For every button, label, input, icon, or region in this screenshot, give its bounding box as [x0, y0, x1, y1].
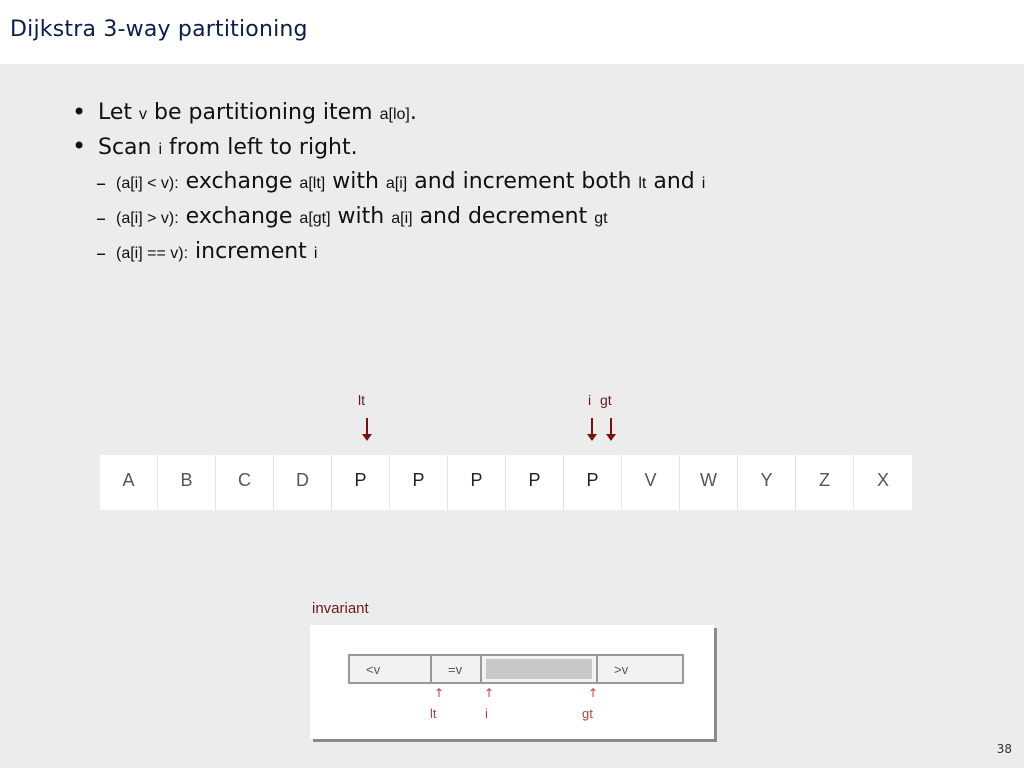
invariant-gt-arrow: ↑: [588, 686, 599, 700]
slide-title: Dijkstra 3-way partitioning: [10, 17, 308, 42]
invariant-seg-less: <v: [350, 656, 432, 682]
array-cell: P: [390, 455, 448, 510]
dash-marker: –: [96, 171, 106, 195]
invariant-seg-equal: =v: [432, 656, 482, 682]
invariant-lt-label: lt: [430, 706, 437, 721]
array: [100, 455, 912, 510]
pointer-i-label: i: [588, 392, 592, 408]
pointer-gt-label: gt: [600, 392, 612, 408]
array-cell: W: [680, 455, 738, 510]
array-cell: V: [622, 455, 680, 510]
array-cell: X: [876, 470, 889, 490]
bullet-2: Scan i from left to right.: [98, 135, 358, 160]
invariant-gt-label: gt: [582, 706, 593, 721]
array-cell: Y: [738, 455, 796, 510]
dash-marker: –: [96, 206, 106, 230]
bullet-dot: •: [72, 132, 87, 160]
bullet-dot: •: [72, 98, 87, 126]
array-cell: P: [332, 455, 390, 510]
array-cell: P: [564, 455, 622, 510]
bullet-1: Let v be partitioning item a[lo].: [98, 100, 417, 125]
pointer-lt-arrow: [366, 418, 368, 435]
invariant-seg-greater: >v: [614, 661, 629, 677]
array-cell: D: [274, 455, 332, 510]
array-cell: P: [448, 455, 506, 510]
invariant-bar: [348, 654, 684, 684]
invariant-i-arrow: ↑: [484, 686, 495, 700]
array-cell: A: [100, 455, 158, 510]
subbullet-2: (a[i] > v): exchange a[gt] with a[i] and decrement gt: [116, 204, 608, 229]
title-bar: [0, 0, 1024, 64]
invariant-seg-unknown: [482, 656, 598, 682]
array-cell: C: [216, 455, 274, 510]
invariant-label: invariant: [312, 600, 369, 617]
subbullet-3: (a[i] == v): increment i: [116, 239, 318, 264]
subbullet-1: (a[i] < v): exchange a[lt] with a[i] and increment both lt and i: [116, 169, 706, 194]
array-cell: Z: [796, 455, 854, 510]
array-cell: B: [158, 455, 216, 510]
invariant-i-label: i: [485, 706, 488, 721]
pointer-gt-arrow: [610, 418, 612, 435]
array-cell: P: [506, 455, 564, 510]
invariant-lt-arrow: ↑: [434, 686, 445, 700]
pointer-lt-label: lt: [358, 392, 365, 408]
pointer-i-arrow: [591, 418, 593, 435]
page-number: 38: [996, 742, 1012, 756]
dash-marker: –: [96, 241, 106, 265]
